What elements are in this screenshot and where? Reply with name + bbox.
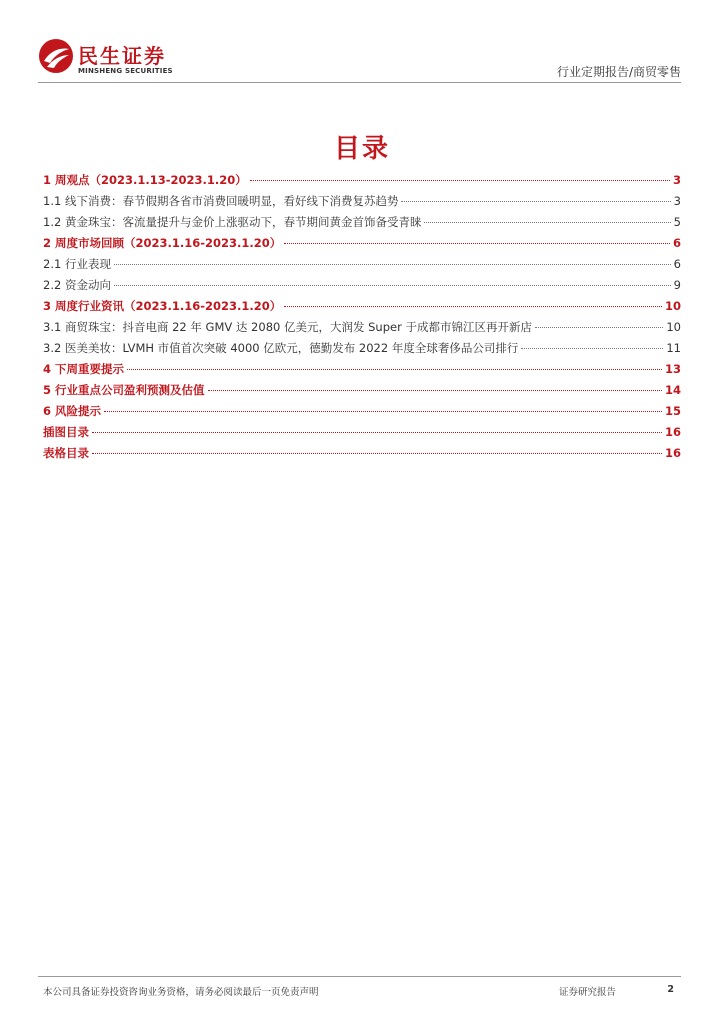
- minsheng-logo-icon: [38, 38, 74, 74]
- toc-entry-page: 10: [664, 299, 681, 313]
- toc-entry-label: 3.2 医美美妆：LVMH 市值首次突破 4000 亿欧元，德勤发布 2022 年度全球奢侈品公司排行: [43, 341, 519, 355]
- toc-entry[interactable]: [43, 445, 681, 466]
- toc-entry-label: 2 周度市场回顾（2023.1.16-2023.1.20）: [43, 236, 282, 250]
- toc-entry-page: 14: [664, 383, 681, 397]
- toc-entry-label: 2.1 行业表现: [43, 257, 111, 271]
- header-divider: [38, 82, 681, 83]
- toc-entry[interactable]: [43, 214, 681, 235]
- toc-dot-leader: [521, 348, 663, 349]
- toc-entry-page: 3: [672, 173, 681, 187]
- toc-entry-label: 3.1 商贸珠宝：抖音电商 22 年 GMV 达 2080 亿美元，大润发 Super 于成都市锦江区再开新店: [43, 320, 532, 334]
- toc-entry-label: 3 周度行业资讯（2023.1.16-2023.1.20）: [43, 299, 282, 313]
- toc-entry-page: 15: [664, 404, 681, 418]
- toc-entry-page: 16: [664, 425, 681, 439]
- page-number: 2: [667, 984, 674, 995]
- toc-entry[interactable]: [43, 172, 681, 193]
- toc-dot-leader: [401, 201, 670, 202]
- toc-entry[interactable]: [43, 256, 681, 277]
- toc-entry-page: 3: [673, 194, 681, 208]
- toc-title: 目录: [333, 134, 390, 164]
- toc-dot-leader: [284, 243, 670, 244]
- toc-entry[interactable]: [43, 424, 681, 445]
- toc-entry[interactable]: [43, 319, 681, 340]
- company-logo: [38, 38, 188, 78]
- toc-entry-page: 13: [664, 362, 681, 376]
- toc-entry-page: 10: [666, 320, 681, 334]
- toc-dot-leader: [535, 327, 663, 328]
- toc-dot-leader: [208, 390, 662, 391]
- toc-dot-leader: [284, 306, 662, 307]
- toc-entry[interactable]: [43, 340, 681, 361]
- toc-dot-leader: [250, 180, 670, 181]
- toc-entry-page: 11: [666, 341, 681, 355]
- toc-entry-page: 5: [673, 215, 681, 229]
- toc-entry[interactable]: [43, 361, 681, 382]
- toc-entry-label: 2.2 资金动向: [43, 278, 111, 292]
- toc-entry-label: 6 风险提示: [43, 404, 102, 418]
- toc-entry-page: 9: [673, 278, 681, 292]
- footer-doc-type: 证券研究报告: [558, 987, 616, 998]
- toc-entry-label: 表格目录: [43, 446, 89, 460]
- toc-entry-label: 4 下周重要提示: [43, 362, 125, 376]
- toc-entry[interactable]: [43, 277, 681, 298]
- report-category: 行业定期报告/商贸零售: [556, 65, 681, 79]
- toc-entry[interactable]: [43, 235, 681, 256]
- toc-entry[interactable]: [43, 382, 681, 403]
- toc-entry-page: 6: [673, 257, 681, 271]
- toc-dot-leader: [127, 369, 662, 370]
- table-of-contents: [43, 172, 681, 466]
- toc-dot-leader: [114, 285, 671, 286]
- logo-text-cn: 民生证券: [78, 44, 166, 68]
- toc-entry-page: 6: [672, 236, 681, 250]
- toc-dot-leader: [92, 453, 662, 454]
- toc-dot-leader: [424, 222, 670, 223]
- toc-entry-page: 16: [664, 446, 681, 460]
- toc-entry[interactable]: [43, 403, 681, 424]
- toc-entry-label: 1.2 黄金珠宝：客流量提升与金价上涨驱动下，春节期间黄金首饰备受青睐: [43, 215, 422, 229]
- toc-dot-leader: [92, 432, 662, 433]
- toc-entry[interactable]: [43, 298, 681, 319]
- toc-dot-leader: [114, 264, 671, 265]
- logo-text-en: MINSHENG SECURITIES: [78, 67, 173, 75]
- toc-entry-label: 插图目录: [43, 425, 89, 439]
- toc-entry[interactable]: [43, 193, 681, 214]
- toc-entry-label: 5 行业重点公司盈利预测及估值: [43, 383, 205, 397]
- toc-entry-label: 1 周观点（2023.1.13-2023.1.20）: [43, 173, 247, 187]
- footer-divider: [38, 976, 681, 977]
- toc-entry-label: 1.1 线下消费：春节假期各省市消费回暖明显，看好线下消费复苏趋势: [43, 194, 399, 208]
- toc-dot-leader: [104, 411, 662, 412]
- footer-disclaimer: 本公司具备证券投资咨询业务资格，请务必阅读最后一页免责声明: [43, 987, 319, 998]
